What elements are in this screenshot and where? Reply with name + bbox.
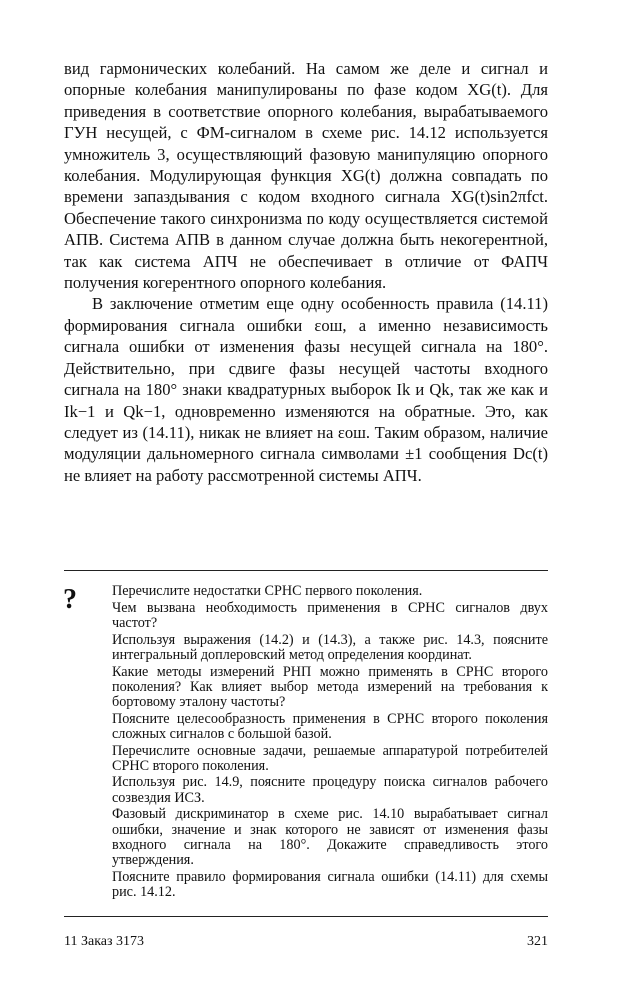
question-item: Фазовый дискриминатор в схеме рис. 14.10 вырабатывает сигнал ошибки, значение и знак которого не зависят от изменения фазы входного сигнала на 180°. Докажите справедливость этого утверждения.	[112, 806, 548, 868]
main-text	[64, 58, 548, 486]
page-number: 321	[527, 934, 548, 949]
question-item: Перечислите недостатки СРНС первого поколения.	[112, 583, 423, 599]
print-signature: 11 Заказ 3173	[64, 934, 145, 949]
questions-top-rule	[64, 570, 548, 571]
question-item: Используя выражения (14.2) и (14.3), а также рис. 14.3, поясните интегральный доплеровский метод определения координат.	[112, 631, 548, 663]
question-item: Перечислите основные задачи, решаемые аппаратурой потребителей СРНС второго поколения.	[112, 742, 548, 774]
question-item: Используя рис. 14.9, поясните процедуру поиска сигналов рабочего созвездия ИСЗ.	[112, 774, 548, 806]
questions-bottom-rule	[64, 916, 548, 917]
question-item: Какие методы измерений РНП можно применять в СРНС второго поколения? Как влияет выбор метода измерений на требования к бортовому эталону частоты?	[112, 663, 548, 710]
paragraph-1: вид гармонических колебаний. На самом же деле и сигнал и опорные колебания манипулированы по фазе кодом XG(t). Для приведения в соответствие опорного колебания, вырабатываемого ГУН несущей, с ФМ-сигналом в схеме рис. 14.12 используется умножитель 3, осуществляющий фазовую манипуляцию опорного колебания. Модулирующая функция XG(t) должна совпадать по времени запаздывания с кодом входного сигнала XG(t)sin2πfct. Обеспечение такого синхронизма по коду осуществляется системой АПВ. Система АПВ в данном случае должна быть некогерентной, так как система АПЧ не обеспечивает в отличие от ФАПЧ получения когерентного опорного колебания.	[64, 59, 548, 293]
question-item: Поясните правило формирования сигнала ошибки (14.11) для схемы рис. 14.12.	[112, 868, 548, 900]
paragraph-2: В заключение отметим еще одну особенность правила (14.11) формирования сигнала ошибки εош, а именно независимость сигнала ошибки от изменения фазы несущей сигнала на 180°. Действительно, при сдвиге фазы несущей частоты входного сигнала на 180° знаки квадратурных выборок Ik и Qk, так же как и Ik−1 и Qk−1, одновременно изменяются на обратные. Это, как следует из (14.11), никак не влияет на εош. Таким образом, наличие модуляции дальномерного сигнала символами ±1 сообщения Dc(t) не влияет на работу рассмотренной системы АПЧ.	[64, 294, 548, 485]
review-questions	[112, 584, 548, 902]
question-item: Поясните целесообразность применения в СРНС второго поколения сложных сигналов с большой базой.	[112, 710, 548, 742]
question-item: Чем вызвана необходимость применения в СРНС сигналов двух частот?	[112, 599, 548, 631]
question-mark-icon: ?	[63, 584, 77, 615]
